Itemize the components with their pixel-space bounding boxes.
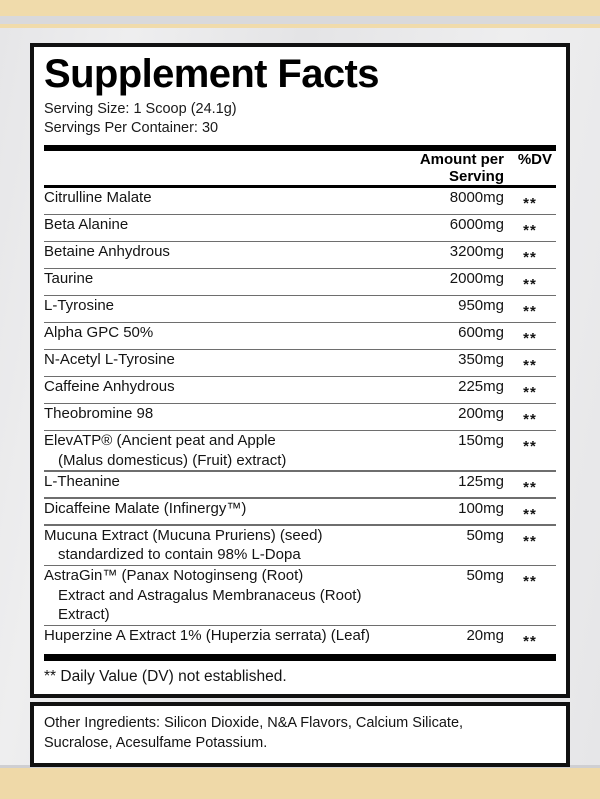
- ingredient-name: [44, 323, 396, 349]
- other-ingredients-line-1: Other Ingredients: Silicon Dioxide, N&A Flavors, Calcium Silicate,: [44, 715, 464, 731]
- ingredients-table: [44, 188, 556, 652]
- ingredient-name: [44, 242, 396, 268]
- page-title: Supplement Facts: [44, 52, 379, 96]
- ingredient-name-primary: Mucuna Extract (Mucuna Pruriens) (seed): [44, 526, 323, 544]
- top-accent-band-lower: [0, 24, 600, 28]
- ingredient-daily-value: **: [523, 478, 537, 496]
- ingredient-daily-value: **: [523, 276, 537, 294]
- ingredient-name: [44, 499, 396, 525]
- ingredient-name: [44, 377, 396, 403]
- table-row: [44, 626, 556, 652]
- ingredient-name-primary: ElevATP® (Ancient peat and Apple: [44, 432, 276, 450]
- ingredient-name: [44, 472, 396, 498]
- table-row: [44, 350, 556, 376]
- table-row: [44, 215, 556, 241]
- ingredient-name-primary: L-Theanine: [44, 472, 120, 490]
- ingredient-daily-value: **: [523, 222, 537, 240]
- ingredient-name: [44, 296, 396, 322]
- table-row: [44, 499, 556, 525]
- ingredient-name-primary: Huperzine A Extract 1% (Huperzia serrata) (Leaf): [44, 627, 370, 645]
- table-row: [44, 242, 556, 268]
- ingredient-name: [44, 626, 396, 652]
- ingredient-name-primary: Dicaffeine Malate (Infinergy™): [44, 499, 247, 517]
- other-ingredients-line-2: Sucralose, Acesulfame Potassium.: [44, 734, 268, 751]
- ingredient-daily-value: **: [523, 411, 537, 429]
- ingredient-name-primary: Alpha GPC 50%: [44, 324, 154, 342]
- header-blank-cell: [44, 151, 396, 185]
- ingredient-name: [44, 404, 396, 430]
- ingredient-daily-value: **: [523, 195, 537, 213]
- ingredient-name: [44, 526, 396, 565]
- header-percent-dv: %DV: [517, 151, 552, 169]
- ingredient-daily-value: **: [523, 249, 537, 267]
- ingredient-daily-value: **: [523, 357, 537, 375]
- ingredient-daily-value: **: [523, 573, 537, 591]
- ingredient-daily-value: **: [523, 532, 537, 550]
- ingredient-daily-value: **: [523, 438, 537, 456]
- ingredient-amount: 8000mg: [449, 189, 504, 207]
- table-row: [44, 377, 556, 403]
- ingredient-name-continuation: standardized to contain 98% L-Dopa: [58, 546, 301, 564]
- table-row: [44, 431, 556, 470]
- ingredient-name: [44, 188, 396, 214]
- ingredient-name: [44, 350, 396, 376]
- servings-per-container: Servings Per Container: 30: [44, 120, 219, 137]
- ingredient-amount: 2000mg: [449, 270, 504, 288]
- bottom-accent-band: [0, 768, 600, 799]
- ingredient-amount: 600mg: [458, 324, 504, 342]
- table-row: [44, 566, 556, 625]
- ingredient-name-primary: Betaine Anhydrous: [44, 243, 170, 261]
- ingredient-daily-value: **: [523, 330, 537, 348]
- ingredient-name-primary: AstraGin™ (Panax Notoginseng (Root): [44, 567, 304, 585]
- ingredient-amount: 150mg: [458, 432, 504, 450]
- table-row: [44, 323, 556, 349]
- ingredient-daily-value: **: [523, 303, 537, 321]
- ingredient-amount: 50mg: [466, 567, 504, 585]
- nutrition-table: [44, 151, 556, 185]
- serving-size: Serving Size: 1 Scoop (24.1g): [44, 101, 237, 118]
- top-gray-band: [0, 16, 600, 24]
- ingredient-amount: 100mg: [458, 499, 504, 517]
- table-row: [44, 526, 556, 565]
- ingredient-name-primary: L-Tyrosine: [44, 297, 115, 315]
- ingredient-amount: 3200mg: [449, 243, 504, 261]
- ingredient-name-primary: Beta Alanine: [44, 216, 129, 234]
- ingredient-amount: 125mg: [458, 472, 504, 490]
- table-row: [44, 296, 556, 322]
- table-row: [44, 472, 556, 498]
- table-row: [44, 269, 556, 295]
- ingredient-name: [44, 215, 396, 241]
- ingredient-name-primary: Citrulline Malate: [44, 189, 152, 207]
- ingredient-amount: 350mg: [458, 351, 504, 369]
- ingredient-daily-value: **: [523, 505, 537, 523]
- ingredient-amount: 6000mg: [449, 216, 504, 234]
- table-row: [44, 404, 556, 430]
- ingredient-amount: 20mg: [466, 627, 504, 645]
- other-ingredients-panel: [30, 702, 570, 767]
- ingredient-name-primary: Caffeine Anhydrous: [44, 378, 175, 396]
- ingredient-name: [44, 269, 396, 295]
- ingredient-name-primary: N-Acetyl L-Tyrosine: [44, 351, 175, 369]
- ingredient-name: [44, 431, 396, 470]
- header-amount-per-serving: Amount per Serving: [419, 151, 504, 186]
- supplement-facts-panel: [30, 43, 570, 698]
- ingredient-name-continuation: Extract and Astragalus Membranaceus (Root) Extract): [58, 586, 362, 624]
- ingredient-daily-value: **: [523, 384, 537, 402]
- ingredient-amount: 50mg: [466, 526, 504, 544]
- footnote-rule-thick: [44, 654, 556, 661]
- ingredient-amount: 200mg: [458, 405, 504, 423]
- table-row: [44, 188, 556, 214]
- top-accent-band: [0, 0, 600, 16]
- ingredient-name-continuation: (Malus domesticus) (Fruit) extract): [58, 451, 287, 469]
- ingredient-name: [44, 566, 396, 625]
- ingredient-amount: 950mg: [458, 297, 504, 315]
- ingredient-name-primary: Taurine: [44, 270, 94, 288]
- ingredient-daily-value: **: [523, 633, 537, 651]
- daily-value-note: ** Daily Value (DV) not established.: [44, 667, 287, 685]
- table-header-row: [44, 151, 556, 185]
- ingredient-amount: 225mg: [458, 378, 504, 396]
- ingredient-name-primary: Theobromine 98: [44, 405, 154, 423]
